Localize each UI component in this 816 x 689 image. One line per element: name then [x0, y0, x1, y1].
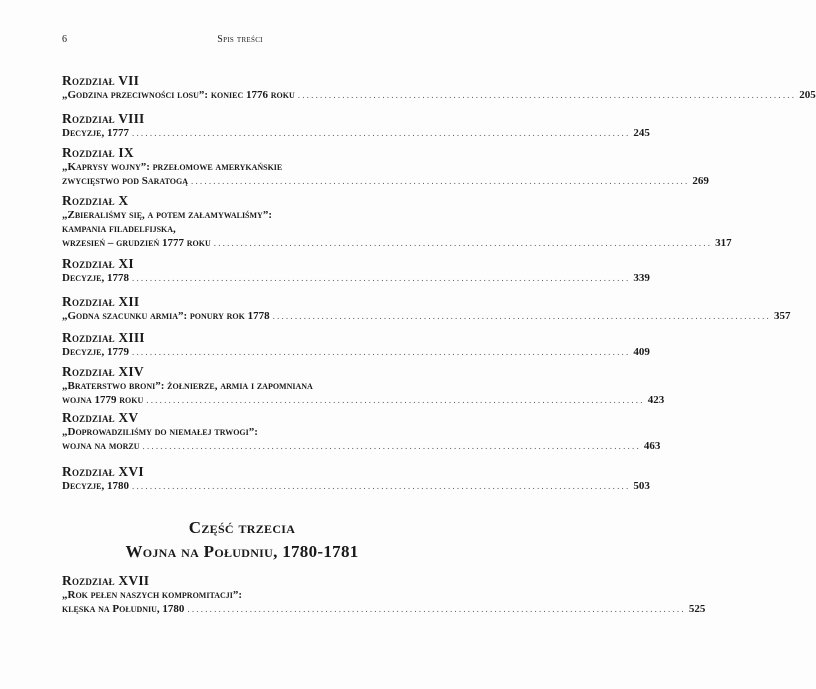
- chapter-heading: Rozdział XVI: [62, 464, 144, 479]
- chapter-heading: Rozdział XII: [62, 294, 140, 309]
- toc-entry: [62, 256, 650, 285]
- toc-entry: [62, 410, 661, 453]
- page-ref: 205: [799, 89, 816, 101]
- chapter-title: wojna na morzu: [62, 440, 140, 452]
- chapter-title: kampania filadelfijska,: [62, 223, 176, 235]
- toc-entry: [62, 330, 650, 359]
- dot-leader: ................................................................................................................: [132, 128, 631, 138]
- chapter-title-line: [62, 439, 661, 453]
- chapter-title: zwycięstwo pod Saratogą: [62, 175, 189, 187]
- chapter-title: „Kaprysy wojny”: przełomowe amerykańskie: [62, 161, 283, 173]
- page-ref: 409: [633, 346, 650, 358]
- chapter-title: wrzesień – grudzień 1777 roku: [62, 237, 211, 249]
- chapter-title-line: [62, 271, 650, 285]
- page-ref: 317: [715, 237, 732, 249]
- page-ref: 503: [633, 480, 650, 492]
- chapter-title: „Rok pełen naszych kompromitacji”:: [62, 589, 243, 601]
- toc-entry: [62, 464, 650, 493]
- chapter-heading: Rozdział XIV: [62, 364, 144, 379]
- chapter-title: klęska na Południu, 1780: [62, 603, 185, 615]
- dot-leader: ................................................................................................................: [132, 481, 631, 491]
- dot-leader: ................................................................................................................: [213, 238, 713, 248]
- chapter-title: Decyzje, 1778: [62, 272, 130, 284]
- toc-entry: [62, 73, 816, 102]
- dot-leader: ................................................................................................................: [272, 311, 771, 321]
- chapter-title: „Godzina przeciwności losu”: koniec 1776 roku: [62, 89, 295, 101]
- toc-entry: [62, 111, 650, 140]
- chapter-title: „Godna szacunku armia”: ponury rok 1778: [62, 310, 270, 322]
- toc-entry: [62, 145, 709, 188]
- running-title: Spis treści: [217, 34, 263, 45]
- page-number: 6: [62, 34, 68, 45]
- page-ref: 339: [633, 272, 650, 284]
- page-ref: 463: [643, 440, 661, 452]
- toc-entry: [62, 573, 706, 616]
- chapter-heading: Rozdział VII: [62, 73, 140, 88]
- chapter-title: Decyzje, 1777: [62, 127, 130, 139]
- dot-leader: ................................................................................................................: [191, 176, 690, 186]
- dot-leader: ................................................................................................................: [132, 273, 631, 283]
- chapter-title: „Braterstwo broni”: żołnierze, armia i zapomniana: [62, 380, 313, 392]
- chapter-heading: Rozdział XV: [62, 410, 139, 425]
- chapter-title-line: [62, 309, 791, 323]
- dot-leader: ................................................................................................................: [146, 395, 645, 405]
- toc-entry: [62, 193, 732, 250]
- chapter-title-line: [62, 88, 816, 102]
- page-ref: 357: [773, 310, 791, 322]
- toc-entry: [62, 364, 665, 407]
- page-ref: 245: [633, 127, 650, 139]
- chapter-title: Decyzje, 1780: [62, 480, 130, 492]
- chapter-heading: Rozdział XVII: [62, 573, 150, 588]
- chapter-title-line: [62, 479, 650, 493]
- chapter-heading: Rozdział X: [62, 193, 129, 208]
- chapter-title-line: [62, 602, 706, 616]
- toc-entry: [62, 294, 791, 323]
- chapter-title-line: [62, 345, 650, 359]
- part-label: Część trzecia: [188, 518, 296, 537]
- chapter-title-line: [62, 236, 732, 250]
- chapter-title: „Doprowadziliśmy do niemałej trwogi”:: [62, 426, 258, 438]
- dot-leader: ................................................................................................................: [297, 90, 797, 100]
- chapter-title-line: [62, 126, 650, 140]
- chapter-heading: Rozdział IX: [62, 145, 134, 160]
- dot-leader: ................................................................................................................: [142, 441, 641, 451]
- page-ref: 269: [692, 175, 709, 187]
- running-head: [62, 34, 418, 48]
- chapter-heading: Rozdział XI: [62, 256, 134, 271]
- page-ref: 423: [647, 394, 665, 406]
- chapter-title: Decyzje, 1779: [62, 346, 130, 358]
- dot-leader: ................................................................................................................: [132, 347, 631, 357]
- chapter-title-line: [62, 174, 709, 188]
- chapter-heading: Rozdział XIII: [62, 330, 145, 345]
- chapter-title-line: [62, 393, 665, 407]
- page-ref: 525: [688, 603, 706, 615]
- chapter-title: „Zbieraliśmy się, a potem załamywaliśmy”:: [62, 209, 272, 221]
- chapter-title: wojna 1779 roku: [62, 394, 144, 406]
- part-title: Wojna na Południu, 1780-1781: [125, 542, 359, 561]
- dot-leader: ................................................................................................................: [187, 604, 686, 614]
- chapter-heading: Rozdział VIII: [62, 111, 145, 126]
